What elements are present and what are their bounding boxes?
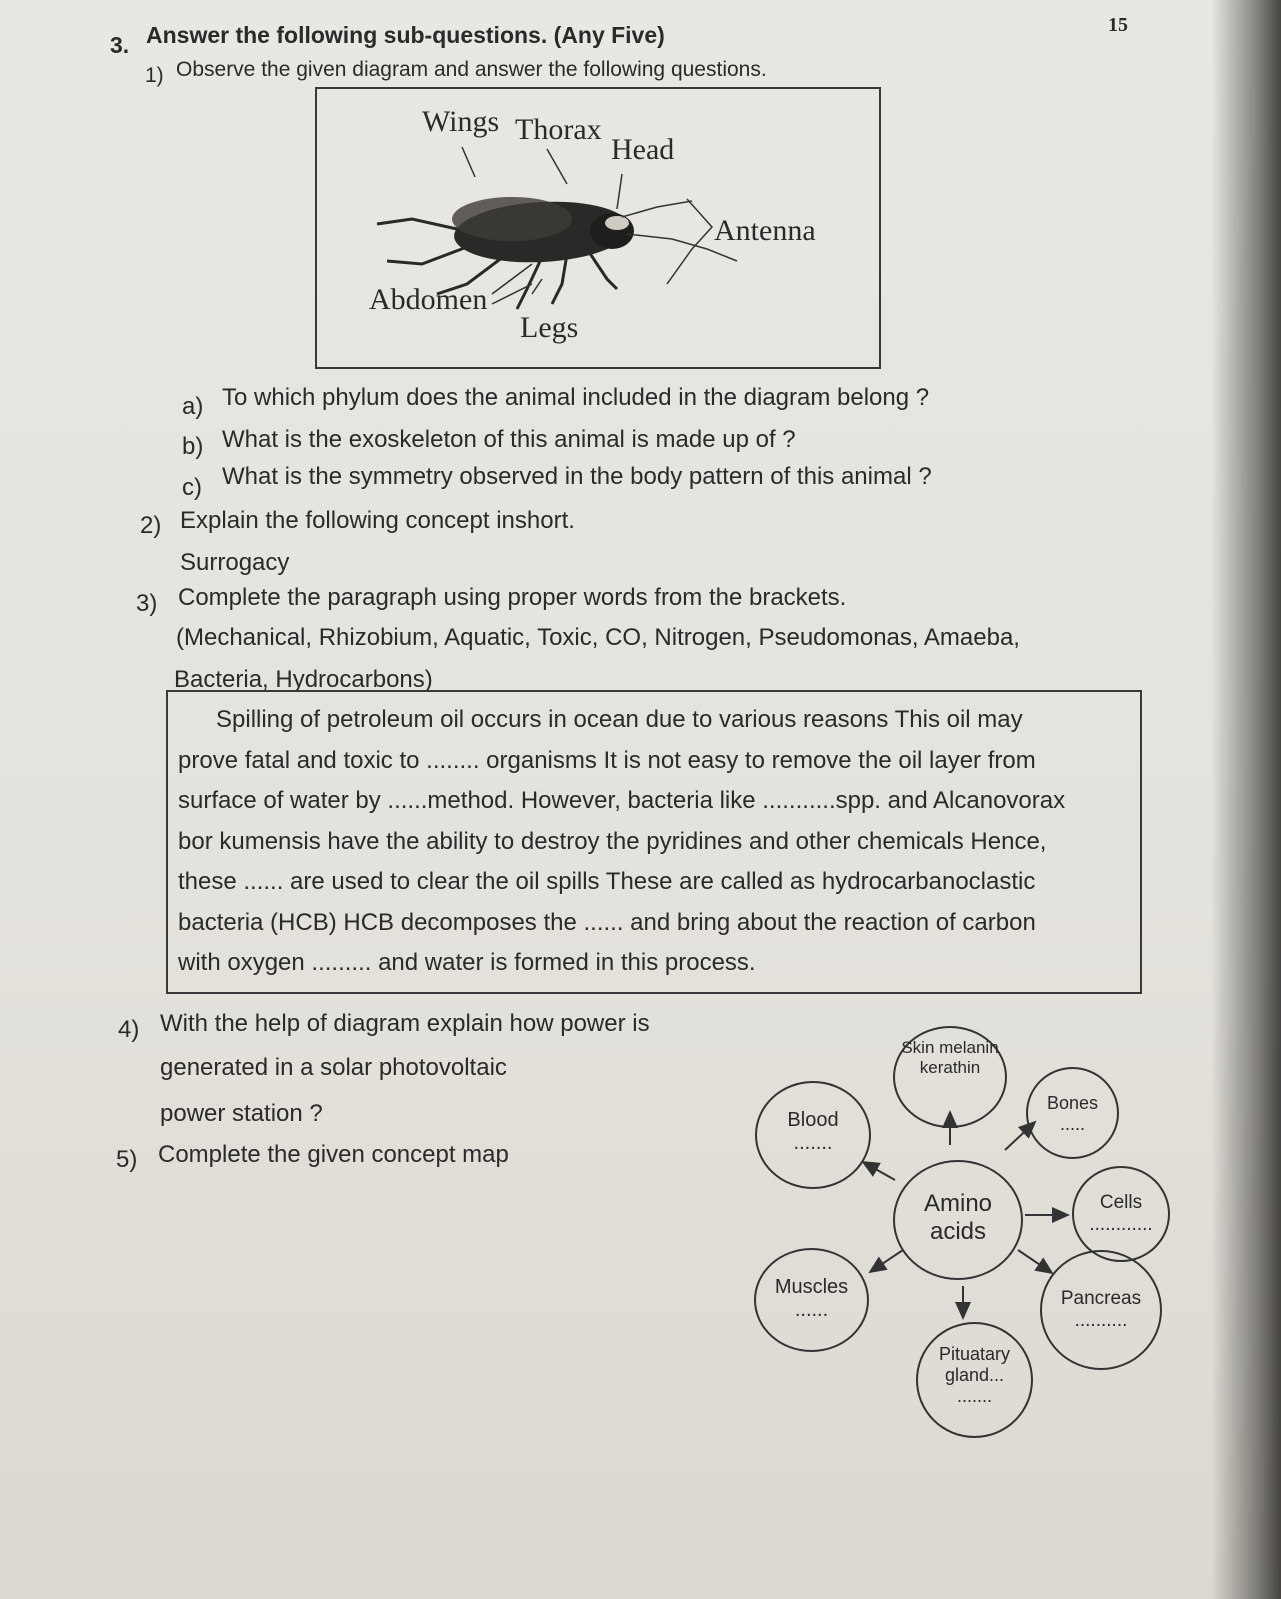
node-skin-sub: kerathin bbox=[919, 1058, 981, 1077]
paragraph-line: Spilling of petroleum oil occurs in ocean due to various reasons This oil may bbox=[216, 706, 1023, 733]
node-pituitary bbox=[916, 1322, 1033, 1438]
label-abdomen: Abdomen bbox=[369, 283, 488, 316]
node-cells-blank: ............ bbox=[1089, 1214, 1153, 1235]
label-thorax: Thorax bbox=[515, 113, 602, 146]
label-antenna: Antenna bbox=[714, 214, 816, 247]
q1b-text: What is the exoskeleton of this animal is made up of ? bbox=[222, 426, 796, 453]
label-legs: Legs bbox=[520, 311, 579, 344]
node-pituitary-blank: ....... bbox=[956, 1386, 992, 1406]
q3-options-line2: Bacteria, Hydrocarbons) bbox=[174, 666, 433, 693]
question-number: 3. bbox=[110, 32, 130, 58]
q1b-label: b) bbox=[182, 433, 204, 460]
q4-line1: With the help of diagram explain how power is bbox=[160, 1010, 650, 1037]
q5-text: Complete the given concept map bbox=[158, 1141, 509, 1168]
q1a-text: To which phylum does the animal included in the diagram belong ? bbox=[222, 384, 930, 411]
q1c-text: What is the symmetry observed in the body pattern of this animal ? bbox=[222, 463, 932, 490]
node-pituitary-sub: gland... bbox=[944, 1365, 1005, 1385]
q5-number: 5) bbox=[116, 1146, 138, 1173]
q1a-label: a) bbox=[182, 393, 204, 420]
q2-number: 2) bbox=[140, 512, 162, 539]
node-pancreas bbox=[1040, 1250, 1162, 1370]
q3-options-line1: (Mechanical, Rhizobium, Aquatic, Toxic, CO, Nitrogen, Pseudomonas, Amaeba, bbox=[176, 624, 1020, 651]
node-skin bbox=[893, 1026, 1007, 1128]
marks: 15 bbox=[1108, 14, 1128, 36]
node-pancreas-title: Pancreas bbox=[1060, 1288, 1142, 1309]
q3-text: Complete the paragraph using proper words from the brackets. bbox=[178, 584, 847, 611]
node-muscles-blank: ...... bbox=[794, 1299, 829, 1321]
cockroach-diagram bbox=[315, 87, 881, 369]
q3-paragraph bbox=[178, 700, 1123, 984]
page-shadow bbox=[1211, 0, 1281, 1599]
q2-concept: Surrogacy bbox=[180, 549, 290, 576]
node-skin-title: Skin melanin bbox=[901, 1038, 999, 1057]
paragraph-line: prove fatal and toxic to ........ organisms It is not easy to remove the oil layer from bbox=[178, 746, 1036, 774]
node-center-line2: acids bbox=[929, 1218, 987, 1245]
node-pancreas-blank: .......... bbox=[1074, 1310, 1128, 1331]
label-wings: Wings bbox=[422, 105, 500, 138]
q2-text: Explain the following concept inshort. bbox=[180, 507, 575, 534]
node-muscles-title: Muscles bbox=[774, 1276, 849, 1298]
node-cells bbox=[1072, 1166, 1170, 1262]
node-bones bbox=[1026, 1067, 1119, 1159]
node-cells-title: Cells bbox=[1099, 1192, 1143, 1213]
node-muscles bbox=[754, 1248, 869, 1352]
node-bones-title: Bones bbox=[1046, 1093, 1099, 1113]
q1-number: 1) bbox=[145, 64, 164, 87]
q1c-label: c) bbox=[182, 474, 202, 501]
node-blood-blank: ....... bbox=[793, 1132, 833, 1154]
q4-line3: power station ? bbox=[160, 1100, 323, 1127]
paragraph-line: surface of water by ......method. However, bacteria like ...........spp. and Alcanovorax bbox=[178, 787, 1066, 814]
node-center-line1: Amino bbox=[923, 1190, 993, 1217]
q1-text: Observe the given diagram and answer the following questions. bbox=[176, 58, 767, 81]
paragraph-line: these ...... are used to clear the oil spills These are called as hydrocarbanoclastic bbox=[178, 868, 1036, 895]
node-bones-blank: ..... bbox=[1059, 1114, 1085, 1134]
paragraph-line: bacteria (HCB) HCB decomposes the ...... and bring about the reaction of carbon bbox=[178, 908, 1036, 936]
question-title: Answer the following sub-questions. (Any Five) bbox=[146, 22, 665, 48]
label-head: Head bbox=[611, 133, 675, 166]
q4-line2: generated in a solar photovoltaic bbox=[160, 1054, 507, 1081]
q4-number: 4) bbox=[118, 1016, 140, 1043]
paragraph-line: with oxygen ......... and water is formed in this process. bbox=[178, 949, 756, 976]
node-amino-acids bbox=[893, 1160, 1023, 1280]
node-pituitary-title: Pituatary bbox=[938, 1344, 1011, 1364]
node-blood bbox=[755, 1081, 871, 1189]
q3-number: 3) bbox=[136, 590, 158, 617]
paragraph-line: bor kumensis have the ability to destroy the pyridines and other chemicals Hence, bbox=[178, 827, 1047, 855]
node-blood-title: Blood bbox=[787, 1109, 839, 1131]
